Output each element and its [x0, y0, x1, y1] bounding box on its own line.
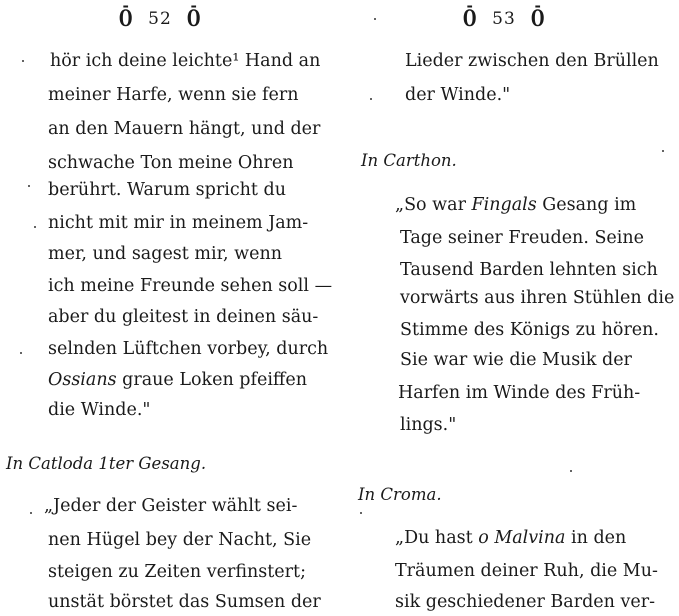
- text-line: hör ich deine leichte¹ Hand an: [50, 51, 321, 71]
- right-page: [340, 0, 679, 616]
- text-line: Stimme des Königs zu hören.: [400, 320, 659, 340]
- text-fragment: „So war: [395, 195, 472, 215]
- text-line: berührt. Warum spricht du: [48, 180, 286, 200]
- scan-speck: [570, 470, 572, 472]
- text-line: [48, 372, 307, 390]
- section-heading-text: In Catloda 1ter: [6, 454, 139, 473]
- text-line: Tage seiner Freuden. Seine: [400, 228, 645, 248]
- text-line: Träumen deiner Ruh, die Mu-: [395, 561, 658, 581]
- section-heading-text: Gesang.: [138, 454, 207, 473]
- page-number: 53: [492, 9, 516, 29]
- text-line: ich meine Freunde sehen soll —: [48, 276, 333, 296]
- text-line: Harfen im Winde des Früh-: [398, 383, 641, 403]
- scan-speck: [30, 512, 32, 514]
- scan-speck: [22, 60, 24, 62]
- text-line: mer, und sagest mir, wenn: [48, 244, 283, 264]
- page-ornament: Ō: [119, 6, 134, 32]
- text-line: [395, 197, 636, 215]
- page-ornament: Ō: [463, 6, 478, 32]
- text-fragment: graue Loken pfeiffen: [116, 370, 307, 390]
- scan-speck: [34, 226, 36, 228]
- text-line: an den Mauern hängt, und der: [48, 119, 321, 139]
- section-heading: In Carthon.: [361, 151, 457, 170]
- text-line: lings.": [400, 415, 457, 435]
- text-line: steigen zu Zeiten verfinstert;: [48, 562, 306, 582]
- scan-speck: [662, 150, 664, 152]
- scan-speck: [360, 512, 362, 514]
- text-line: „Jeder der Geister wählt sei-: [44, 496, 298, 516]
- text-line: die Winde.": [48, 400, 151, 420]
- text-fragment: Gesang im: [536, 195, 637, 215]
- text-line: unstät börstet das Sumsen der: [48, 592, 321, 612]
- right-page-header: [460, 6, 548, 32]
- section-heading: In Croma.: [358, 485, 442, 504]
- page-ornament: Ō: [530, 6, 545, 32]
- left-page-header: [116, 6, 204, 32]
- text-line: aber du gleitest in deinen säu-: [48, 307, 319, 327]
- text-line: der Winde.": [405, 85, 511, 105]
- text-line: schwache Ton meine Ohren: [48, 153, 294, 173]
- italic-name: Fingals: [471, 195, 537, 215]
- text-line: nicht mit mir in meinem Jam-: [48, 213, 309, 233]
- text-line: Tausend Barden lehnten sich: [400, 260, 658, 280]
- italic-name: o Malvina: [478, 528, 566, 548]
- text-line: sik geschiedener Barden ver-: [395, 592, 655, 612]
- page-number: 52: [148, 9, 172, 29]
- scan-speck: [374, 18, 376, 20]
- scan-speck: [28, 185, 30, 187]
- text-line: vorwärts aus ihren Stühlen die: [400, 288, 675, 308]
- text-line: nen Hügel bey der Nacht, Sie: [48, 530, 312, 550]
- text-fragment: in den: [565, 528, 627, 548]
- scan-speck: [20, 352, 22, 354]
- text-line: Sie war wie die Musik der: [400, 350, 632, 370]
- section-heading: [6, 456, 206, 473]
- scan-speck: [370, 98, 372, 100]
- italic-name: Ossians: [48, 370, 117, 390]
- text-line: selnden Lüftchen vorbey, durch: [48, 339, 329, 359]
- text-fragment: „Du hast: [395, 528, 479, 548]
- text-line: Lieder zwischen den Brüllen: [405, 51, 659, 71]
- text-line: [395, 530, 626, 548]
- text-line: meiner Harfe, wenn sie fern: [48, 85, 299, 105]
- page-ornament: Ō: [186, 6, 201, 32]
